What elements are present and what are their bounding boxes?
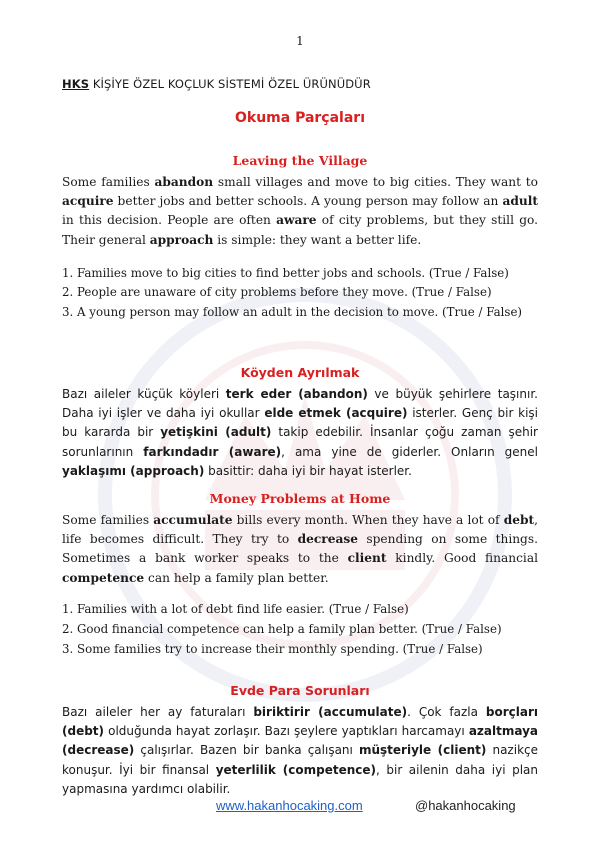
vocabulary-word: adult [502,194,538,209]
reading-paragraph: Some families abandon small villages and move to big cities. They want to acquire better jobs and better schools. A young person may follow an adult in this decision. People are often aware of city problems, but they still go. Their general approach is simple: they want a better life. [62,175,538,247]
question-item: 2. People are unaware of city problems before they move. (True / False) [62,285,492,299]
header-subtitle: KİŞİYE ÖZEL KOÇLUK SİSTEMİ ÖZEL ÜRÜNÜDÜR [92,77,371,91]
vocabulary-word: accumulate [153,513,233,527]
question-item: 1. Families with a lot of debt find life easier. (True / False) [62,602,409,616]
question-item: 3. A young person may follow an adult in the decision to move. (True / False) [62,305,523,319]
document-title: Okuma Parçaları [234,110,366,126]
vocabulary-word: farkındadır (aware) [143,444,282,459]
section-title: Money Problems at Home [209,491,391,506]
vocabulary-word: competence [62,570,145,585]
vocabulary-word: decrease [297,532,358,547]
vocabulary-word: elde etmek (acquire) [264,406,408,421]
vocabulary-word: acquire [62,194,114,209]
vocabulary-word: biriktirir (accumulate) [253,705,408,719]
section-title: Leaving the Village [232,153,368,168]
vocabulary-word: approach [149,232,214,247]
question-item: 3. Some families try to increase their monthly spending. (True / False) [62,642,483,656]
section-title: Evde Para Sorunları [230,683,370,698]
question-item: 1. Families move to big cities to find better jobs and schools. (True / False) [62,266,509,280]
vocabulary-word: terk eder (abandon) [225,387,368,401]
vocabulary-word: azaltmaya (decrease) [62,724,538,758]
vocabulary-word: yetişkini (adult) [160,425,272,440]
vocabulary-word: yeterlilik (competence) [215,762,377,777]
vocabulary-word: müşteriyle (client) [358,743,487,758]
vocabulary-word: borçları (debt) [62,705,538,739]
vocabulary-word: yaklaşımı (approach) [62,463,205,478]
section-title: Köyden Ayrılmak [240,365,360,380]
website-link[interactable]: www.hakanhocaking.com [216,798,363,813]
vocabulary-word: debt [503,513,535,527]
vocabulary-word: client [347,551,387,566]
vocabulary-word: abandon [154,175,214,189]
reading-paragraph: Bazı aileler her ay faturaları biriktirir (accumulate). Çok fazla borçları (debt) olduğunda hayat zorlaşır. Bazı şeylere yaptıkları harcamayı azaltmaya (decrease) çalışırlar. Bazen bir banka çalışanı müşteriyle (client) nazikçe konuşur. İyi bir finansal yeterlilik (competence), bir ailenin daha iyi plan yapmasına yardımcı olabilir. [62,705,538,796]
brand-label: HKS [62,77,90,91]
vocabulary-word: aware [276,213,317,228]
header-line [62,77,371,91]
reading-paragraph: Bazı aileler küçük köyleri terk eder (abandon) ve büyük şehirlere taşınır. Daha iyi işler ve daha iyi okullar elde etmek (acquire) isterler. Genç bir kişi bu kararda bir yetişkini (adult) takip edebilir. İnsanlar çoğu zaman şehir sorunlarının farkındadır (aware), ama yine de giderler. Onların genel yaklaşımı (approach) basittir: daha iyi bir hayat isterler. [62,387,538,478]
reading-paragraph: Some families accumulate bills every month. When they have a lot of debt, life becomes difficult. They try to decrease spending on some things. Sometimes a bank worker speaks to the client kindly. Good financial competence can help a family plan better. [62,513,538,585]
question-item: 2. Good financial competence can help a family plan better. (True / False) [62,622,502,636]
social-handle: @hakanhocaking [415,798,516,813]
page-number: 1 [296,34,304,48]
